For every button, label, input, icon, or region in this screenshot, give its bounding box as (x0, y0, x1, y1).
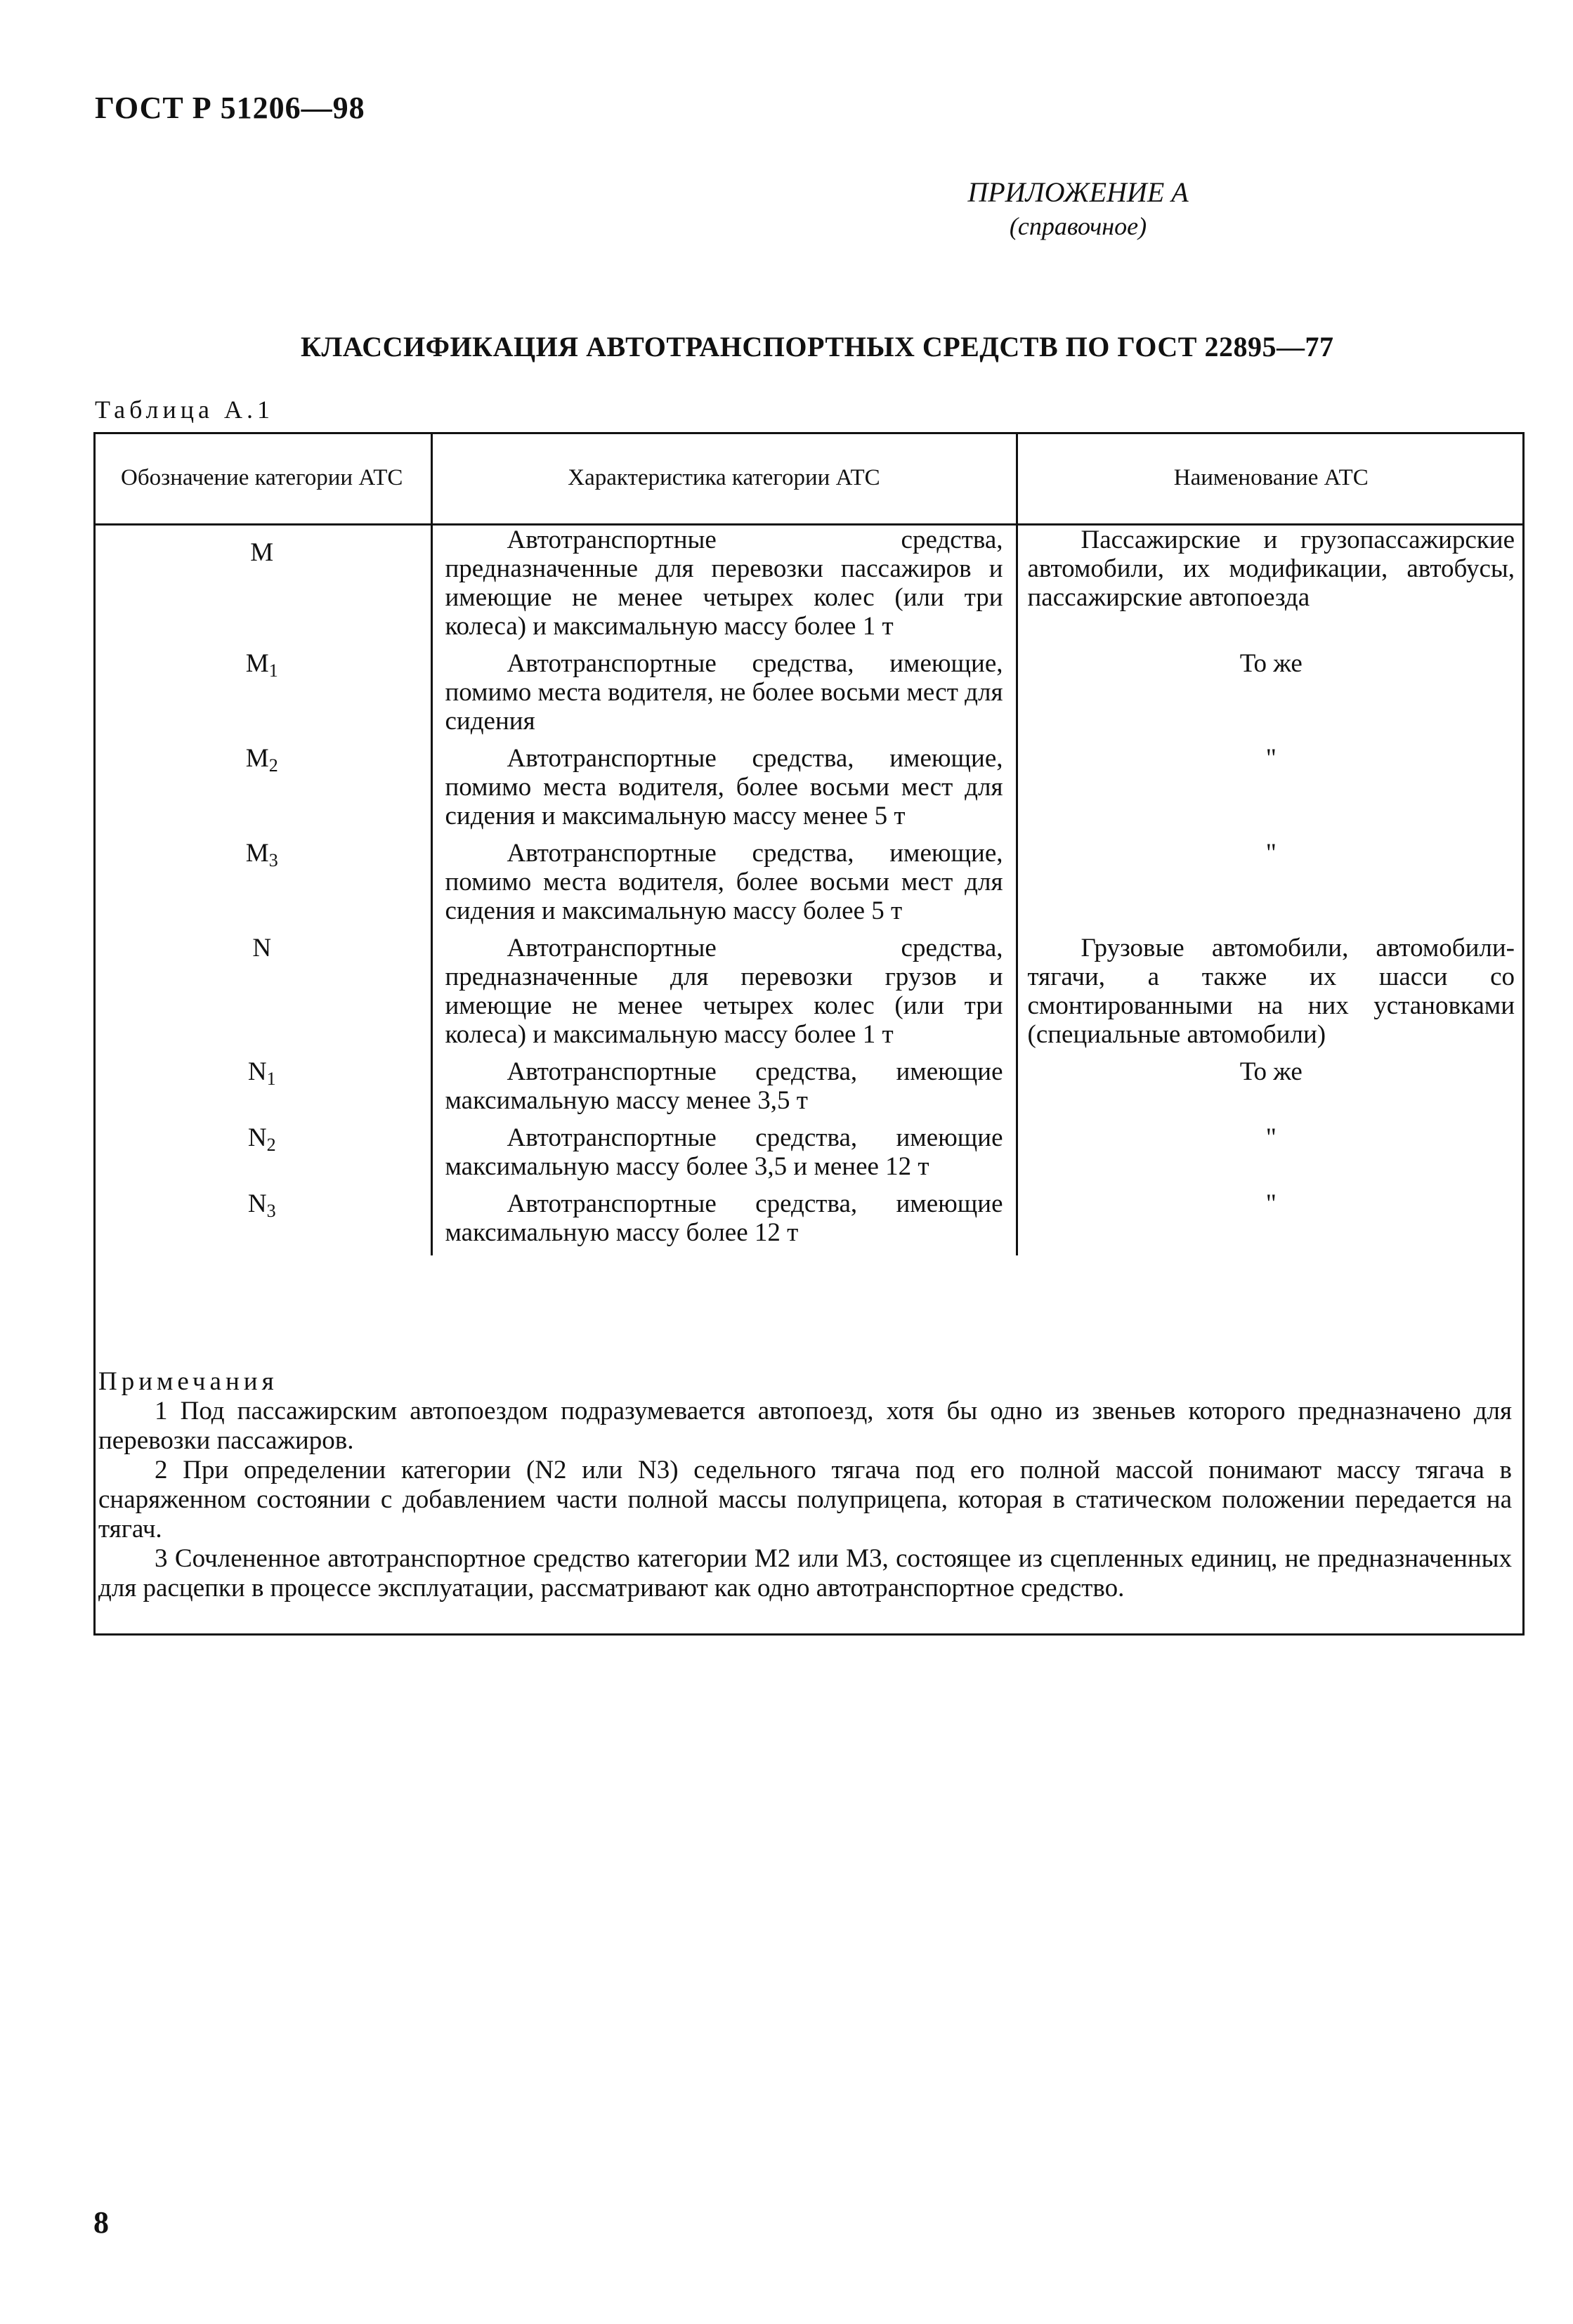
name-cell (1017, 649, 1525, 744)
ditto-mark: " (1265, 839, 1277, 868)
category-letter: N (252, 934, 272, 962)
characteristic-text: Автотранспортные средства, имеющие максимальную массу менее 3,5 т (445, 1057, 1003, 1115)
characteristic-cell (431, 649, 1017, 744)
appendix-label: ПРИЛОЖЕНИЕ А (967, 176, 1189, 208)
note-item: 1 Под пассажирским автопоездом подразумевается автопоезд, хотя бы одно из звеньев которого предназначено для перевозки пассажиров. (98, 1397, 1512, 1455)
category-letter: N (247, 1123, 267, 1152)
category-subscript: 1 (266, 1069, 276, 1089)
table-row (93, 934, 1525, 1057)
name-cell (1017, 1057, 1525, 1123)
table-row (93, 1123, 1525, 1189)
table-row (93, 649, 1525, 744)
table-row (93, 1057, 1525, 1123)
name-cell (1017, 1123, 1525, 1189)
characteristic-cell (431, 839, 1017, 934)
header-characteristic: Характеристика категории АТС (431, 432, 1017, 525)
ditto-mark: " (1265, 1189, 1277, 1218)
category-cell (93, 839, 431, 934)
category-cell (93, 744, 431, 839)
name-cell (1017, 525, 1525, 650)
table-row (93, 525, 1525, 650)
table-header-row (93, 432, 1525, 525)
name-cell (1017, 934, 1525, 1057)
classification-table (93, 432, 1525, 1255)
header-name: Наименование АТС (1017, 432, 1525, 525)
characteristic-cell (431, 744, 1017, 839)
characteristic-cell (431, 1057, 1017, 1123)
category-letter: N (247, 1189, 267, 1218)
category-letter: M (250, 538, 274, 567)
category-subscript: 3 (268, 850, 278, 870)
category-letter: M (245, 744, 269, 773)
page-number: 8 (93, 2205, 109, 2240)
category-subscript: 1 (268, 660, 278, 681)
characteristic-text: Автотранспортные средства, имеющие максимальную массу более 3,5 и менее 12 т (445, 1123, 1003, 1181)
category-subscript: 3 (266, 1201, 276, 1221)
category-cell (93, 1189, 431, 1255)
category-cell (93, 1123, 431, 1189)
characteristic-cell (431, 1123, 1017, 1189)
name-cell (1017, 1189, 1525, 1255)
characteristic-text: Автотранспортные средства, имеющие максимальную массу более 12 т (445, 1189, 1003, 1247)
category-letter: M (245, 649, 269, 678)
category-cell (93, 1057, 431, 1123)
characteristic-cell (431, 934, 1017, 1057)
characteristic-text: Автотранспортные средства, предназначенные для перевозки грузов и имеющие не менее четырех колес (или три колеса) и максимальную массу более 1 т (445, 934, 1003, 1049)
name-text: Пассажирские и грузопассажирские автомобили, их модификации, автобусы, пассажирские автопоезда (1027, 525, 1515, 612)
category-cell (93, 649, 431, 744)
appendix-type: (справочное) (1009, 212, 1147, 240)
note-item: 3 Сочлененное автотранспортное средство категории М2 или М3, состоящее из сцепленных единиц, не предназначенных для расцепки в процессе эксплуатации, рассматривают как одно автотранспортное средство. (98, 1544, 1512, 1602)
notes-heading: Примечания (98, 1367, 278, 1396)
ditto-mark: " (1265, 1123, 1277, 1152)
table-row (93, 1189, 1525, 1255)
category-letter: M (245, 839, 269, 868)
notes-section (98, 1367, 1512, 1603)
category-cell (93, 934, 431, 1057)
name-cell (1017, 839, 1525, 934)
header-category: Обозначение категории АТС (93, 432, 431, 525)
table-row (93, 839, 1525, 934)
characteristic-text: Автотранспортные средства, предназначенные для перевозки пассажиров и имеющие не менее четырех колес (или три колеса) и максимальную массу более 1 т (445, 525, 1003, 641)
characteristic-cell (431, 525, 1017, 650)
characteristic-text: Автотранспортные средства, имеющие, помимо места водителя, не более восьми мест для сидения (445, 649, 1003, 736)
table-label: Таблица А.1 (95, 396, 274, 424)
table-row (93, 744, 1525, 839)
characteristic-text: Автотранспортные средства, имеющие, помимо места водителя, более восьми мест для сидения и максимальную массу более 5 т (445, 839, 1003, 925)
name-text: Грузовые автомобили, автомобили-тягачи, а также их шасси со смонтированными на них установками (специальные автомобили) (1027, 934, 1515, 1049)
name-text: То же (1239, 649, 1303, 678)
characteristic-cell (431, 1189, 1017, 1255)
standard-code: ГОСТ Р 51206—98 (95, 91, 365, 125)
characteristic-text: Автотранспортные средства, имеющие, помимо места водителя, более восьми мест для сидения и максимальную массу менее 5 т (445, 744, 1003, 830)
category-cell (93, 525, 431, 650)
ditto-mark: " (1265, 744, 1277, 773)
name-cell (1017, 744, 1525, 839)
category-subscript: 2 (266, 1135, 276, 1155)
category-letter: N (247, 1057, 267, 1086)
note-item: 2 При определении категории (N2 или N3) седельного тягача под его полной массой понимают массу тягача в снаряженном состоянии с добавлением части полной массы полуприцепа, которая в статическом положении передается на тягач. (98, 1456, 1512, 1543)
category-subscript: 2 (268, 755, 278, 776)
appendix-heading (0, 176, 1573, 241)
name-text: То же (1239, 1057, 1303, 1086)
document-title: КЛАССИФИКАЦИЯ АВТОТРАНСПОРТНЫХ СРЕДСТВ ПО ГОСТ 22895—77 (301, 331, 1334, 363)
